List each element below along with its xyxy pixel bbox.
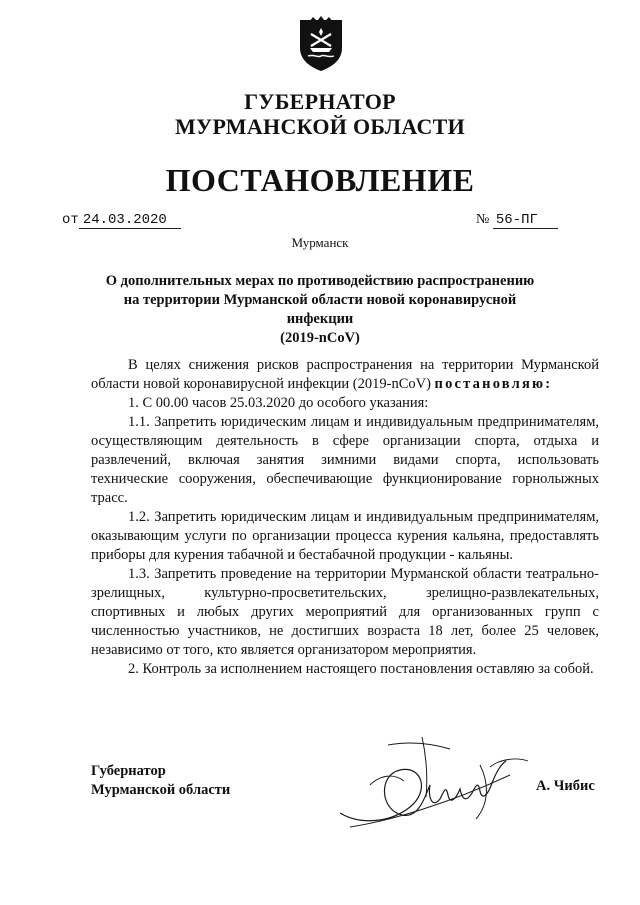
authority-line-1: ГУБЕРНАТОР: [244, 89, 396, 114]
date-block: [62, 212, 181, 229]
item-1-1: 1.1. Запретить юридическим лицам и индивидуальным предпринимателям, осуществляющим деятельность в сфере организации спорта, отдыха и развлечений, включая занятия зимними видами спорта, использовать технические сооружения, обеспечивающие функционирование горнолыжных трасс.: [91, 414, 599, 506]
signer-position-line-2: Мурманской области: [91, 782, 231, 798]
intro-text: В целях снижения рисков распространения на территории Мурманской области новой коронавирусной инфекции (2019-nCoV): [91, 357, 599, 392]
decree-word: постановляю:: [434, 376, 553, 392]
coat-of-arms-icon: [296, 14, 346, 72]
number-prefix: №: [476, 212, 490, 227]
authority-line-2: МУРМАНСКОЙ ОБЛАСТИ: [174, 114, 466, 139]
document-body: [91, 356, 599, 679]
document-date: 24.03.2020: [79, 212, 181, 229]
handwritten-signature: [330, 715, 540, 835]
item-2: 2. Контроль за исполнением настоящего постановления оставляю за собой.: [128, 661, 594, 677]
item-1-3: 1.3. Запретить проведение на территории Мурманской области театрально-зрелищных, культурно-просветительских, зрелищно-развлекательных, спортивных и любых других мероприятий для организованных групп с численностью участников, не достигших возраста 18 лет, более 25 человек, независимо от того, кто является организатором мероприятия.: [91, 566, 599, 658]
number-block: [476, 212, 558, 229]
title-line-3: (2019-nCoV): [280, 330, 360, 346]
signer-position-line-1: Губернатор: [91, 763, 166, 779]
signer-position: [91, 762, 230, 800]
item-1: 1. С 00.00 часов 25.03.2020 до особого указания:: [128, 395, 429, 411]
signer-name: А. Чибис: [536, 778, 595, 794]
document-type: ПОСТАНОВЛЕНИЕ: [165, 162, 475, 198]
item-1-2: 1.2. Запретить юридическим лицам и индивидуальным предпринимателям, оказывающим услуги по организации процесса курения кальяна, предоставлять приборы для курения табачной и бестабачной продукции - кальяны.: [91, 509, 599, 563]
title-line-1: О дополнительных мерах по противодействию распространению: [105, 273, 535, 289]
city: Мурманск: [291, 235, 349, 250]
date-prefix: от: [62, 212, 79, 228]
intro-paragraph: [91, 356, 599, 394]
document-number: 56-ПГ: [493, 212, 558, 229]
title-line-2: на территории Мурманской области новой коронавирусной инфекции: [123, 292, 517, 327]
document-title: [90, 272, 550, 348]
